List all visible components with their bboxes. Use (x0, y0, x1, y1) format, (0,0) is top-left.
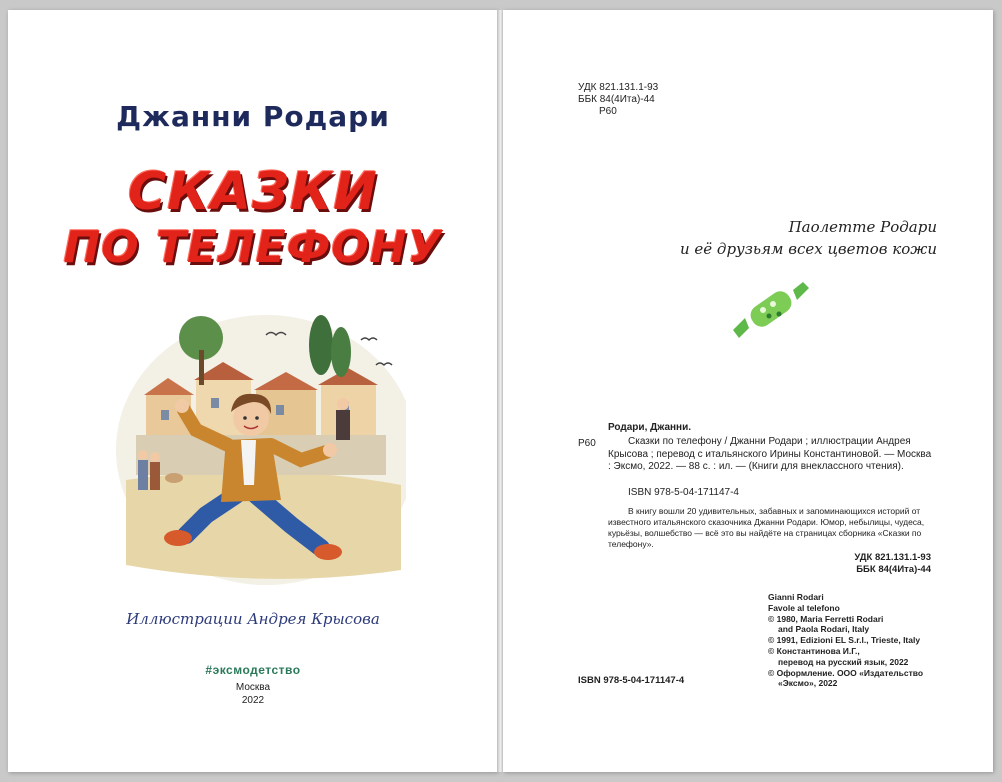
cover-illustration (116, 310, 406, 590)
catalog-isbn: ISBN 978-5-04-171147-4 (628, 487, 739, 498)
copyright-block (768, 592, 968, 689)
copyright-line: «Эксмо», 2022 (778, 678, 838, 689)
isbn-bottom: ISBN 978-5-04-171147-4 (578, 675, 685, 686)
catalog-description: Сказки по телефону / Джанни Родари ; иллюстрации Андрея Крысова ; перевод с итальянского Ирины Константиновой. — Москва : Эксмо, 2022. — 88 с. : ил. — (Книги для внеклассного чтения). (608, 436, 932, 472)
bbk-code-bottom: ББК 84(4Ита)-44 (856, 564, 931, 575)
copyright-line: © 1980, Maria Ferretti Rodari (768, 613, 884, 624)
book-annotation: В книгу вошли 20 удивительных, забавных и запоминающихся историй от известного итальянского сказочника Джанни Родари. Юмор, небылицы, чудеса, курьёзы, волшебство — всё это вы найдёте на страницах сборника «Сказки по телефону». (608, 506, 925, 549)
author-mark-top: Р60 (599, 106, 617, 117)
copyright-line: Gianni Rodari (768, 592, 824, 602)
publisher-logo: #эксмодетство (205, 663, 301, 677)
dedication-line2: и её друзьям всех цветов кожи (679, 240, 937, 258)
illustrator-credit: Иллюстрации Андрея Крысова (126, 610, 380, 628)
left-page (8, 10, 498, 772)
book-author: Джанни Родари (116, 100, 390, 133)
catalog-author-heading: Родари, Джанни. (608, 422, 692, 433)
copyright-line: перевод на русский язык, 2022 (778, 656, 909, 667)
candy-illustration (731, 280, 811, 340)
right-page (503, 10, 993, 772)
udk-code-bottom: УДК 821.131.1-93 (854, 552, 931, 563)
dedication-line1: Паолетте Родари (788, 218, 937, 236)
catalog-code: Р60 (578, 438, 596, 449)
bbk-code-top: ББК 84(4Ита)-44 (578, 94, 655, 105)
copyright-line: and Paola Rodari, Italy (778, 624, 870, 635)
copyright-line: © Оформление. ООО «Издательство (768, 667, 924, 678)
copyright-line: Favole al telefono (768, 602, 840, 613)
copyright-line: © Константинова И.Г., (768, 645, 860, 656)
book-title-line2: ПО ТЕЛЕФОНУ (63, 222, 443, 273)
copyright-line: © 1991, Edizioni EL S.r.l., Trieste, Italy (768, 635, 921, 646)
publication-city: Москва (235, 682, 271, 693)
publication-year: 2022 (241, 695, 265, 706)
book-title-line1: СКАЗКИ (128, 162, 378, 222)
udk-code-top: УДК 821.131.1-93 (578, 82, 659, 93)
